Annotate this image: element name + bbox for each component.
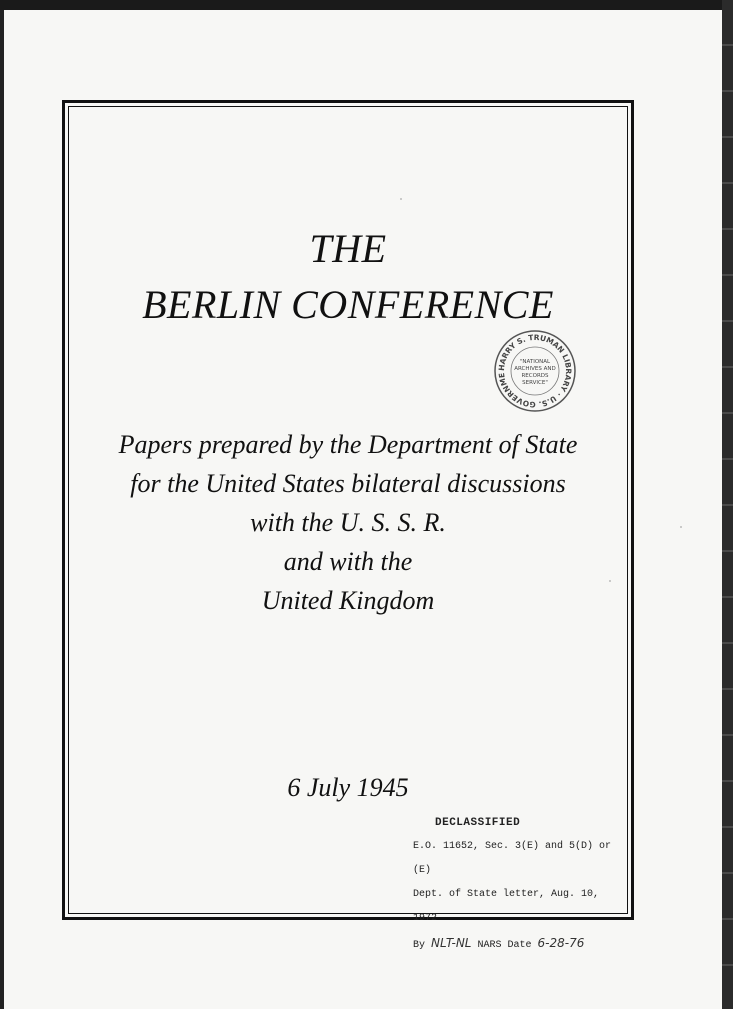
stamp-text-2: ARCHIVES AND — [514, 366, 556, 372]
subtitle-block — [65, 425, 631, 620]
archive-stamp-icon — [493, 329, 577, 413]
declass-line-2: Dept. of State letter, Aug. 10, 1972 — [413, 889, 600, 924]
stamp-ring-text: HARRY S. TRUMAN LIBRARY · U.S. GOVERNME — [496, 332, 574, 410]
stamp-text-1: "NATIONAL — [519, 359, 551, 365]
declassification-stamp — [413, 811, 623, 958]
subtitle-line-3: with the U. S. S. R. — [250, 508, 446, 537]
title-line-1: THE — [309, 226, 387, 271]
declass-by-label: By — [413, 940, 426, 951]
stamp-text-3: RECORDS — [521, 373, 549, 379]
declass-by-signature: NLT-NL — [431, 936, 472, 950]
page-border — [62, 100, 634, 951]
subtitle-line-2: for the United States bilateral discussions — [130, 469, 566, 498]
archive-stamp — [493, 329, 577, 413]
document-date: 6 July 1945 — [287, 773, 409, 802]
declass-line-3 — [413, 931, 623, 958]
document-page — [0, 10, 722, 1009]
title-line-2: BERLIN CONFERENCE — [142, 282, 554, 327]
paper-speck — [400, 198, 402, 200]
declass-line-1: E.O. 11652, Sec. 3(E) and 5(D) or (E) — [413, 841, 612, 876]
binding-edge — [722, 0, 733, 1009]
declassified-heading: DECLASSIFIED — [435, 817, 521, 829]
declass-nars-label: NARS Date — [477, 940, 532, 951]
paper-speck — [609, 580, 611, 582]
subtitle-line-5: United Kingdom — [261, 586, 435, 615]
paper-speck — [680, 526, 682, 528]
subtitle-line-1: Papers prepared by the Department of State — [118, 430, 578, 459]
subtitle-line-4: and with the — [283, 547, 413, 576]
declass-date: 6-28-76 — [537, 936, 585, 950]
stamp-text-4: SERVICE" — [522, 380, 548, 386]
